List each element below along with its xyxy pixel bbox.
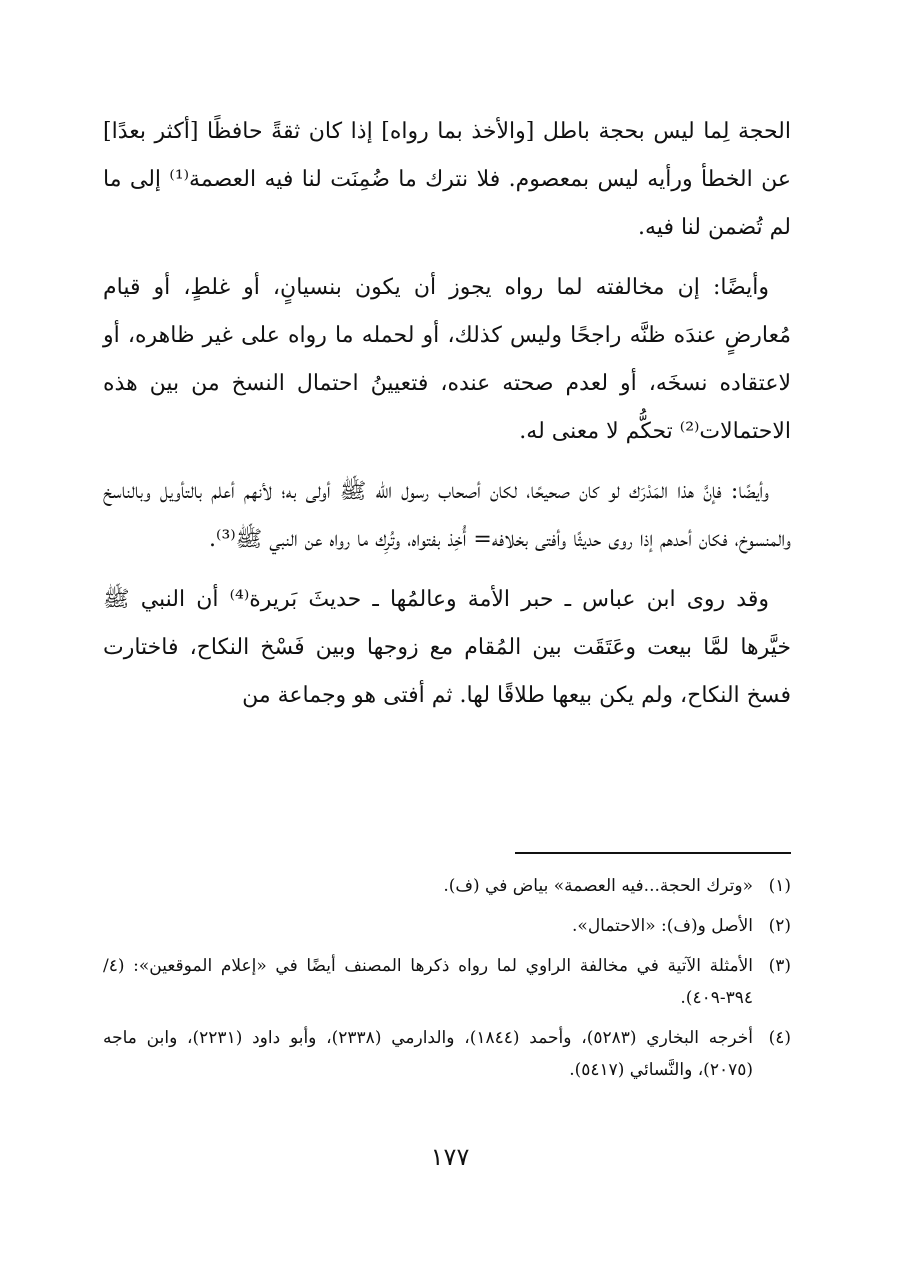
footnote-4 [103,1022,791,1086]
paragraph-4: وقد روى ابن عباس ـ حبر الأمة وعالمُها ـ حديثَ بَريرة⁽⁴⁾ أن النبي ﷺ خيَّرها لمَّا بيعت وعَتَقَت بين المُقام مع زوجها وبين فَسْخ النكاح، فاختارت فسخ النكاح، ولم يكن بيعها طلاقًا لها. ثم أفتى هو وجماعة من [103,587,791,708]
footnote-text: الأمثلة الآتية في مخالفة الراوي لما رواه ذكرها المصنف أيضًا في «إعلام الموقعين»: (٤/ ٣٩٤-٤٠٩). [103,956,753,1008]
footnote-divider [515,852,791,854]
footnote-2 [103,910,791,942]
paragraph-3: وأيضًا: فإنَّ هذا المَدْرَك لو كان صحيحًا، لكان أصحاب رسول الله ﷺ أولى به؛ لأنهم أعلم بالتأويل وبالناسخ والمنسوخ، فكان أحدهم إذا روى حديثًا وأفتى بخلافه= أُخِذ بفتواه، وتُرِك ما رواه عن النبي ﷺ⁽³⁾. [103,479,791,552]
footnote-text: أخرجه البخاري (٥٢٨٣)، وأحمد (١٨٤٤)، والدارمي (٢٣٣٨)، وأبو داود (٢٢٣١)، وابن ماجه (٢٠٧٥)، والنَّسائي (٥٤١٧). [103,1028,753,1080]
main-text [103,108,791,732]
paragraph-1: الحجة لِما ليس بحجة باطل [والأخذ بما رواه] إذا كان ثقةً حافظًا [أكثر بعدًا] عن الخطأ ورأيه ليس بمعصوم. فلا نترك ما ضُمِنَت لنا فيه العصمة⁽¹⁾ إلى ما لم تُضمن لنا فيه. [103,119,791,240]
footnote-1 [103,870,791,902]
footnote-number: (١) [768,876,791,896]
footnote-text: «وترك الحجة...فيه العصمة» بياض في (ف). [443,876,753,896]
footnote-number: (٣) [768,956,791,976]
footnote-3 [103,950,791,1014]
paragraph-2: وأيضًا: إن مخالفته لما رواه يجوز أن يكون بنسيانٍ، أو غلطٍ، أو قيام مُعارضٍ عندَه ظنَّه راجحًا وليس كذلك، أو لحمله ما رواه على غير ظاهره، أو لاعتقاده نسخَه، أو لعدم صحته عنده، فتعيينُ احتمال النسخ من بين هذه الاحتمالات⁽²⁾ تحكُّم لا معنى له. [103,275,791,444]
footnote-number: (٤) [768,1028,791,1048]
footnote-number: (٢) [768,916,791,936]
footnote-text: الأصل و(ف): «الاحتمال». [572,916,753,936]
page-number: ١٧٧ [430,1143,470,1171]
footnotes [103,870,791,1094]
